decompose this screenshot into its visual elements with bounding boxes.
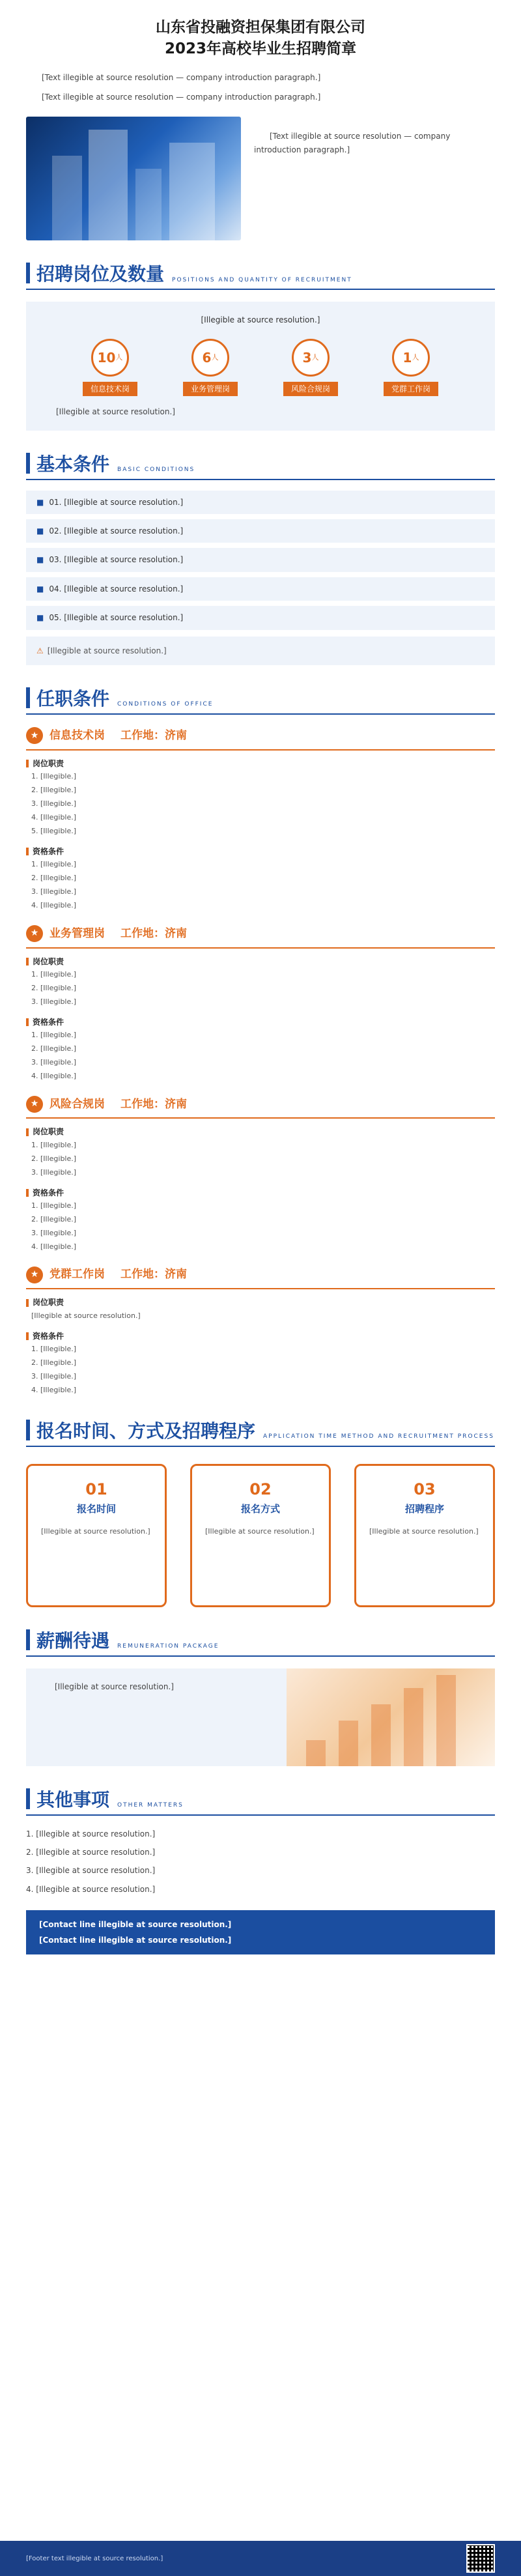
page-title xyxy=(26,17,495,61)
duty-line: 2. [Illegible.] xyxy=(31,1154,77,1163)
positions-note: [Illegible at source resolution.] xyxy=(56,407,175,417)
other-heading-en: OTHER MATTERS xyxy=(117,1801,184,1809)
process-step-desc: [Illegible at source resolution.] xyxy=(369,1526,479,1536)
company-intro-1: [Text illegible at source resolution — company introduction paragraph.] xyxy=(42,72,321,82)
quota-number: 6 xyxy=(202,349,212,365)
quota-circle xyxy=(292,339,330,377)
condition-item: ■ 02. [Illegible at source resolution.] xyxy=(26,519,495,543)
conditions-heading-en: BASIC CONDITIONS xyxy=(117,466,195,473)
req-line: 1. [Illegible.] xyxy=(31,860,77,869)
process-step-number: 03 xyxy=(414,1480,436,1498)
duty-line: 3. [Illegible.] xyxy=(31,997,77,1006)
quota-circle xyxy=(392,339,430,377)
contact-line: [Contact line illegible at source resolution.] xyxy=(39,1936,232,1945)
req-line: 1. [Illegible.] xyxy=(31,1201,77,1210)
pay-row xyxy=(26,1668,495,1766)
conditions-heading: 基本条件 xyxy=(36,453,110,475)
company-intro-2: [Text illegible at source resolution — company introduction paragraph.] xyxy=(42,93,321,102)
process-step-name: 报名时间 xyxy=(76,1503,116,1515)
req-line: 1. [Illegible.] xyxy=(31,1031,77,1040)
section-jobs-title xyxy=(0,687,521,708)
duty-label: 岗位职责 xyxy=(26,1296,495,1309)
section-positions-title xyxy=(0,263,521,283)
positions-heading: 招聘岗位及数量 xyxy=(36,263,165,285)
condition-item: ■ 01. [Illegible at source resolution.] xyxy=(26,491,495,514)
pay-heading-en: REMUNERATION PACKAGE xyxy=(117,1642,219,1650)
quota-unit: 人 xyxy=(211,352,219,362)
other-item: 1. [Illegible at source resolution.] xyxy=(26,1829,156,1839)
req-label: 资格条件 xyxy=(26,1330,495,1343)
req-line: 2. [Illegible.] xyxy=(31,1044,77,1053)
jobs-heading-en: CONDITIONS OF OFFICE xyxy=(117,701,214,708)
conditions-list xyxy=(26,491,495,630)
conditions-note: ⚠ [Illegible at source resolution.] xyxy=(26,637,495,665)
quota-unit: 人 xyxy=(311,352,319,362)
req-line: 3. [Illegible.] xyxy=(31,1057,77,1066)
job-header xyxy=(26,1265,495,1289)
section-process-title xyxy=(0,1420,521,1440)
duty-line: 5. [Illegible.] xyxy=(31,826,77,835)
duty-line: 2. [Illegible.] xyxy=(31,786,77,795)
quota-unit: 人 xyxy=(412,352,419,362)
req-line: 3. [Illegible.] xyxy=(31,887,77,896)
process-card xyxy=(190,1464,331,1607)
process-cards xyxy=(26,1464,495,1607)
duty-label: 岗位职责 xyxy=(26,1125,495,1138)
quota-number: 1 xyxy=(402,349,412,365)
quota-item xyxy=(384,339,438,396)
job-block-risk xyxy=(26,1095,495,1254)
section-pay-title xyxy=(0,1629,521,1650)
positions-lead: [Illegible at source resolution.] xyxy=(201,315,320,325)
contact-box xyxy=(26,1910,495,1954)
req-label: 资格条件 xyxy=(26,1016,495,1029)
duty-line: [Illegible at source resolution.] xyxy=(31,1311,141,1320)
quota-label: 业务管理岗 xyxy=(183,382,238,396)
process-heading-en: APPLICATION TIME METHOD AND RECRUITMENT PROCESS xyxy=(263,1433,494,1440)
req-line: 4. [Illegible.] xyxy=(31,1242,77,1251)
req-label: 资格条件 xyxy=(26,1186,495,1199)
quota-label: 党群工作岗 xyxy=(384,382,438,396)
bullet-icon: ■ xyxy=(36,613,44,623)
party-emblem-icon: ★ xyxy=(26,727,43,744)
quota-item xyxy=(283,339,338,396)
req-line: 3. [Illegible.] xyxy=(31,1228,77,1237)
req-line: 1. [Illegible.] xyxy=(31,1345,77,1354)
process-step-number: 02 xyxy=(249,1480,272,1498)
job-name: 信息技术岗 xyxy=(49,728,105,742)
job-block-it xyxy=(26,726,495,913)
duty-line: 4. [Illegible.] xyxy=(31,812,77,822)
party-emblem-icon: ★ xyxy=(26,925,43,942)
job-header xyxy=(26,1095,495,1119)
quota-item xyxy=(83,339,137,396)
duty-line: 3. [Illegible.] xyxy=(31,799,77,809)
bullet-icon: ■ xyxy=(36,497,44,507)
contact-line: [Contact line illegible at source resolution.] xyxy=(39,1920,232,1930)
process-step-number: 01 xyxy=(85,1480,107,1498)
process-heading: 报名时间、方式及招聘程序 xyxy=(36,1420,256,1442)
process-step-desc: [Illegible at source resolution.] xyxy=(205,1526,315,1536)
duty-line: 1. [Illegible.] xyxy=(31,969,77,979)
quota-item xyxy=(183,339,238,396)
title-line-1: 山东省投融资担保集团有限公司 xyxy=(156,19,365,36)
quota-unit: 人 xyxy=(115,352,123,362)
duty-line: 1. [Illegible.] xyxy=(31,1140,77,1149)
duty-label: 岗位职责 xyxy=(26,955,495,968)
company-intro-row xyxy=(0,104,521,240)
req-line: 4. [Illegible.] xyxy=(31,900,77,909)
qr-code-icon xyxy=(466,2544,495,2573)
duty-label: 岗位职责 xyxy=(26,757,495,770)
condition-item: ■ 05. [Illegible at source resolution.] xyxy=(26,606,495,629)
title-line-2: 2023年高校毕业生招聘简章 xyxy=(164,40,356,58)
quota-label: 风险合规岗 xyxy=(283,382,338,396)
footer-text: [Footer text illegible at source resolution.] xyxy=(26,2555,163,2562)
pay-text: [Illegible at source resolution.] xyxy=(55,1682,174,1691)
req-line: 2. [Illegible.] xyxy=(31,874,77,882)
quota-circle xyxy=(91,339,129,377)
process-step-desc: [Illegible at source resolution.] xyxy=(41,1526,150,1536)
other-item: 3. [Illegible at source resolution.] xyxy=(26,1866,156,1876)
party-emblem-icon: ★ xyxy=(26,1096,43,1113)
job-block-party xyxy=(26,1265,495,1397)
job-name: 风险合规岗 xyxy=(49,1097,105,1111)
job-location: 工作地：济南 xyxy=(120,728,187,742)
quota-circle xyxy=(191,339,229,377)
process-step-name: 招聘程序 xyxy=(404,1503,444,1515)
duty-line: 2. [Illegible.] xyxy=(31,983,77,992)
job-location: 工作地：济南 xyxy=(120,1097,187,1111)
job-name: 党群工作岗 xyxy=(49,1268,105,1281)
jobs-heading: 任职条件 xyxy=(36,687,110,709)
bullet-icon: ■ xyxy=(36,555,44,565)
city-building-image xyxy=(26,117,241,240)
req-line: 4. [Illegible.] xyxy=(31,1071,77,1080)
other-item: 4. [Illegible at source resolution.] xyxy=(26,1884,156,1894)
duty-line: 3. [Illegible.] xyxy=(31,1167,77,1177)
quota-number: 3 xyxy=(302,349,312,365)
positions-box xyxy=(26,302,495,430)
page-header xyxy=(0,0,521,71)
bullet-icon: ■ xyxy=(36,526,44,536)
other-heading: 其他事项 xyxy=(36,1788,110,1810)
growth-chart-image xyxy=(287,1668,495,1766)
req-line: 4. [Illegible.] xyxy=(31,1385,77,1394)
other-list xyxy=(26,1827,495,1896)
process-card xyxy=(26,1464,167,1607)
warning-icon: ⚠ xyxy=(36,646,44,655)
quota-label: 信息技术岗 xyxy=(83,382,137,396)
quota-number: 10 xyxy=(97,349,116,365)
job-header xyxy=(26,726,495,751)
process-step-name: 报名方式 xyxy=(240,1503,280,1515)
req-line: 2. [Illegible.] xyxy=(31,1214,77,1224)
other-item: 2. [Illegible at source resolution.] xyxy=(26,1848,156,1857)
section-other-title xyxy=(0,1788,521,1809)
job-block-business xyxy=(26,924,495,1083)
job-name: 业务管理岗 xyxy=(49,926,105,940)
req-label: 资格条件 xyxy=(26,845,495,858)
job-location: 工作地：济南 xyxy=(120,926,187,940)
pay-heading: 薪酬待遇 xyxy=(36,1629,110,1652)
condition-item: ■ 04. [Illegible at source resolution.] xyxy=(26,577,495,601)
page-footer xyxy=(0,2541,521,2576)
duty-line: 1. [Illegible.] xyxy=(31,772,77,781)
positions-heading-en: POSITIONS AND QUANTITY OF RECRUITMENT xyxy=(172,276,352,283)
party-emblem-icon: ★ xyxy=(26,1267,43,1283)
req-line: 2. [Illegible.] xyxy=(31,1358,77,1367)
job-location: 工作地：济南 xyxy=(120,1268,187,1281)
req-line: 3. [Illegible.] xyxy=(31,1371,77,1381)
company-intro-3: [Text illegible at source resolution — company introduction paragraph.] xyxy=(254,132,451,154)
quota-row xyxy=(60,339,461,396)
condition-item: ■ 03. [Illegible at source resolution.] xyxy=(26,548,495,571)
process-card xyxy=(354,1464,495,1607)
job-header xyxy=(26,924,495,949)
section-conditions-title xyxy=(0,453,521,474)
bullet-icon: ■ xyxy=(36,584,44,594)
